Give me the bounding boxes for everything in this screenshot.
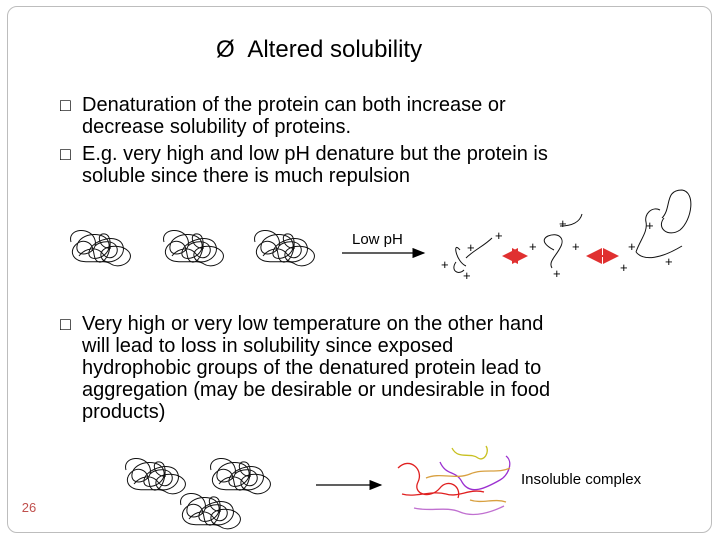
positive-charge: + bbox=[620, 260, 628, 275]
aggregate-strand bbox=[426, 468, 510, 502]
positive-charge: + bbox=[463, 268, 471, 283]
aggregate-strand bbox=[452, 446, 487, 459]
bullet-box-icon: □ bbox=[60, 95, 71, 115]
native-protein-coil bbox=[181, 493, 241, 528]
unfolded-chain bbox=[636, 190, 691, 258]
page-number: 26 bbox=[21, 500, 37, 515]
bullet-text: Denaturation of the protein can both increase or decrease solubility of proteins. bbox=[82, 94, 506, 138]
bullet-text: Very high or very low temperature on the other hand will lead to loss in solubility since exposed hydrophobic groups of the denatured protein lead to aggregation (may be desirable or undesirable in food products) bbox=[82, 313, 551, 423]
insoluble-complex-label: Insoluble complex bbox=[521, 471, 642, 488]
native-protein-coil bbox=[255, 230, 315, 265]
positive-charge: + bbox=[441, 257, 449, 272]
bullet-text: E.g. very high and low pH denature but the protein is soluble since there is much repulsion bbox=[82, 143, 548, 187]
positive-charge: + bbox=[572, 239, 580, 254]
positive-charge: + bbox=[646, 218, 654, 233]
low-ph-label: Low pH bbox=[352, 231, 403, 248]
native-protein-coil bbox=[211, 458, 271, 493]
positive-charge: + bbox=[665, 254, 673, 269]
native-protein-coil bbox=[164, 230, 224, 265]
bullet-box-icon: □ bbox=[60, 314, 71, 334]
slide-title-text: Altered solubility bbox=[247, 36, 423, 63]
positive-charge: + bbox=[628, 239, 636, 254]
bullet-box-icon: □ bbox=[60, 144, 71, 164]
aggregate-strand bbox=[402, 491, 484, 495]
native-protein-coil bbox=[71, 230, 131, 265]
native-protein-coil bbox=[126, 458, 186, 493]
positive-charge: + bbox=[467, 240, 475, 255]
positive-charge: + bbox=[529, 239, 537, 254]
aggregate-strand bbox=[414, 506, 504, 514]
positive-charge: + bbox=[495, 228, 503, 243]
positive-charge: + bbox=[553, 266, 561, 281]
positive-charge: + bbox=[559, 216, 567, 231]
title-bullet-arrow-icon: Ø bbox=[216, 36, 235, 63]
